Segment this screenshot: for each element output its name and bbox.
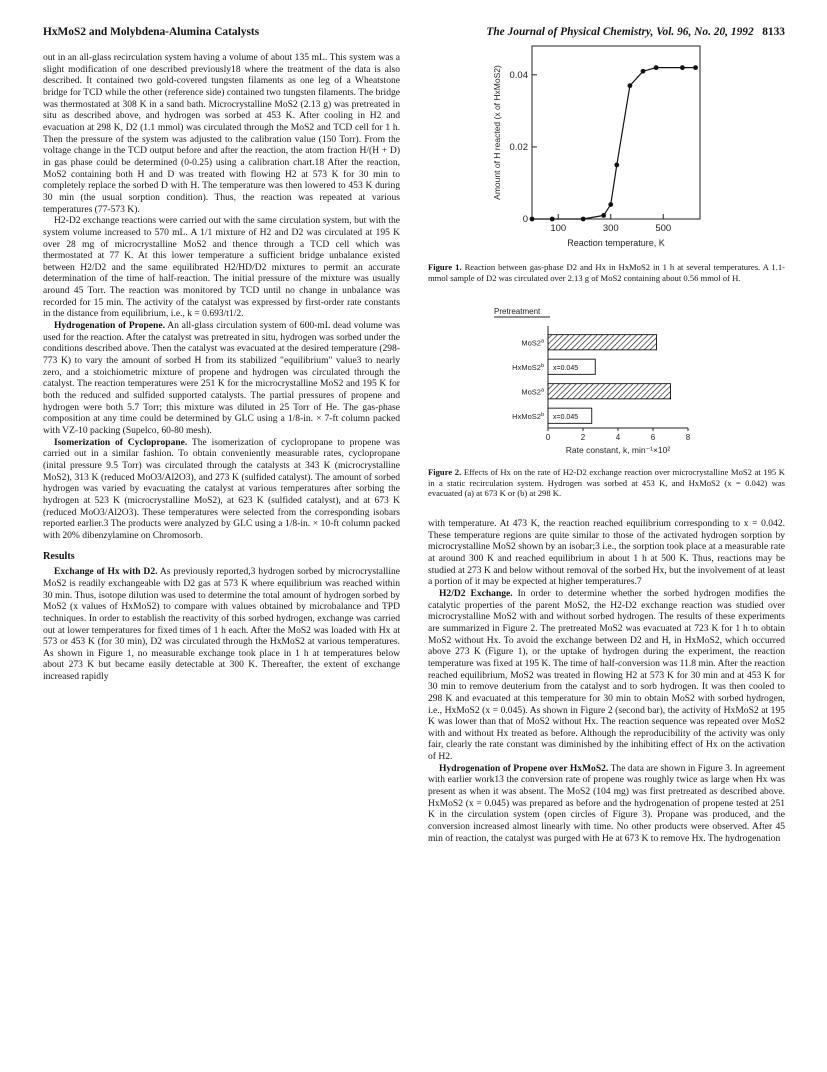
data-point bbox=[641, 69, 646, 74]
run-in-heading: H2/D2 Exchange. bbox=[439, 587, 513, 599]
x-tick-label: 300 bbox=[602, 223, 619, 234]
paragraph-text: In order to determine whether the sorbed hydrogen modifies the catalytic properties of the parent MoS2, the H2-D2 exchange reaction was studied over microcrystalline MoS2 with and without sorbed hydrogen. The results of these experiments are summarized in Figure 2. The pretreated MoS2 was evacuated at 723 K for 1 h to obtain MoS2 without Hx. To avoid the exchange between D2 and H, in HxMoS2, which occurred above 273 K (Figure 1), or the uptake of hydrogen during the experiment, the reaction temperature was fixed at 195 K. The time of half-conversion was 11.8 min. After the reaction reached equilibrium, MoS2 was treated in flowing H2 at 573 K for 30 min and at 453 K for 30 min to remove deuterium from the catalyst and to sorb hydrogen. It was then cooled to 298 K and evacuated at this temperature for 30 min to obtain MoS2 with sorbed hydrogen, i.e., HxMoS2 (x = 0.045). As shown in Figure 2 (second bar), the activity of HxMoS2 at 195 K was lower than that of MoS2 without Hx. The reaction sequence was repeated over MoS2 with and without Hx treated as before. Although the reproducibility of the activity was only fair, clearly the rate constant was diminished by the inhibiting effect of Hx on the activation of H2. bbox=[428, 587, 785, 763]
journal-name: The Journal of Physical Chemistry, Vol. 96, No. 20, 1992 bbox=[486, 26, 754, 38]
bar bbox=[548, 335, 657, 350]
data-point bbox=[628, 83, 633, 88]
bar-label: MoS2$^a$ bbox=[521, 338, 544, 348]
left-column bbox=[43, 52, 400, 1052]
section-heading: Results bbox=[43, 550, 75, 562]
bar-label: HxMoS2$^b$ bbox=[512, 411, 544, 421]
data-point bbox=[530, 217, 535, 222]
run-in-heading: Exchange of Hx with D2. bbox=[54, 566, 158, 578]
run-in-heading: Hydrogenation of Propene. bbox=[54, 320, 165, 332]
pretreatment-label: Pretreatment bbox=[494, 307, 541, 316]
paragraph: H2-D2 exchange reactions were carried out with the same circulation system, but with the system volume increased to 570 mL. A 1/1 mixture of H2 and D2 was circulated at 195 K over 28 mg of microcrystalline MoS2 and thence through a TCD cell which was thermostated at 77 K. At this lower temperature a sufficient bridge unbalance existed between H2/D2 and the same equilibrated H2/HD/D2 mixtures to permit an accurate determination of the time of half-reaction. The initial pressure of the mixture was usually around 45 Torr. The reaction was monitored by TCD until no change in unbalance was recorded for 15 min. The activity of the catalyst was expressed by first-order rate constants in the distance from equilibrium, i.e., k = 0.693/t1/2. bbox=[43, 215, 400, 320]
paragraph bbox=[43, 320, 400, 437]
data-point bbox=[693, 65, 698, 70]
bar-label: MoS2$^a$ bbox=[521, 387, 544, 397]
data-point bbox=[680, 65, 685, 70]
y-tick-label: 0 bbox=[522, 214, 528, 225]
paragraph bbox=[43, 566, 400, 683]
caption-label: Figure 1. bbox=[428, 262, 462, 272]
plot-frame bbox=[532, 46, 700, 219]
x-tick-label: 8 bbox=[685, 433, 691, 442]
bar-label-note: a bbox=[540, 338, 544, 345]
bar-label-note: b bbox=[540, 411, 544, 418]
paragraph: out in an all-glass recirculation system having a volume of about 135 mL. This system was a slight modification of one described previously18 where the treatment of the data is also described. It contained two gold-covered tungsten filaments as one leg of a Wheatstone bridge for TCD while the other (reference side) contained two tungsten filaments. The bridge was thermostated at 308 K in a sand bath. Microcrystalline MoS2 (2.13 g) was pretreated in situ as described above, and hydrogen was sorbed at 453 K. After cooling in H2 and evacuation at 298 K, D2 (1.1 mmol) was circulated through the MoS2 and TCD cell for 1 h. Then the pressure of the system was adjusted to the calibration value (150 Torr). From the voltage change in the TCD output before and after the reaction, the atom fraction H/(H + D) in gas phase could be determined (0-0.25) using a calibration chart.18 After the reaction, MoS2 containing both H and D was treated with flowing H2 at 573 K for 30 min to completely replace the sorbed D with H. The temperature was then lowered to 453 K during 30 min (the usual sorption condition). Thus, the reaction was repeated at various temperatures (77-573 K). bbox=[43, 52, 400, 215]
run-in-heading: Isomerization of Cyclopropane. bbox=[54, 436, 188, 448]
data-point bbox=[608, 202, 613, 207]
y-tick-label: 0.04 bbox=[509, 69, 528, 81]
figure-1-caption bbox=[428, 262, 785, 283]
y-tick-label: 0.02 bbox=[509, 141, 528, 153]
paragraph-text: The isomerization of cyclopropane to propene was carried out in a similar fashion. To obtain conveniently measurable rates, cyclopropane (inital pressure 9.5 Torr) was circulated through the catalysts at 343 K (microcrystalline MoS2), 313 K (reduced MoO3/Al2O3), and 273 K (sulfided catalyst). The amount of sorbed hydrogen was varied by evacuating the catalyst at various temperatures after sorbing the hydrogen at 523 K (microcrystalline MoS2), at 623 K (sulfided catalyst), and at 673 K (reduced MoO3/Al2O3). These temperatures were selected from the corresponding isobars reported earlier.3 The products were analyzed by GLC using a 1/8-in. × 10-ft column packed with 20% dibenzylamine on Chromosorb. bbox=[43, 436, 400, 541]
x-tick-label: 0 bbox=[545, 433, 551, 442]
x-axis-label: Reaction temperature, K bbox=[567, 238, 665, 248]
figure-2 bbox=[490, 300, 720, 460]
paragraph-text: As previously reported,3 hydrogen sorbed by microcrystalline MoS2 is readily exchangeable with D2 gas at 573 K where equilibrium was reached within 30 min. Thus, isotope dilution was used to determine the total amount of hydrogen sorbed by MoS2 (x values of HxMoS2) to compare with values obtained by microbalance and TPD techniques. In order to establish the reactivity of this sorbed hydrogen, exchange was carried out at lower temperatures for fixed times of 1 h each. After the MoS2 was loaded with Hx at 573 or 453 K (for 30 min), D2 was circulated through the HxMoS2 at various temperatures. As shown in Figure 1, no measurable exchange took place in 1 h at temperatures below about 273 K but became easily detectable at 300 K. Thereafter, the extent of exchange increased rapidly bbox=[43, 566, 400, 683]
y-axis-label: Amount of H reacted (x of HxMoS2) bbox=[492, 65, 502, 200]
x-tick-label: 4 bbox=[615, 433, 621, 442]
data-point bbox=[550, 217, 555, 222]
caption-text: Reaction between gas-phase D2 and Hx in HxMoS2 in 1 h at several temperatures. A 1.1-mmol sample of D2 was circulated over 2.13 g of MoS2 containing about 0.56 mmol of H. bbox=[428, 262, 785, 283]
bar-label-note: b bbox=[540, 362, 544, 369]
bar-label: HxMoS2$^b$ bbox=[512, 362, 544, 372]
bar-label-note: a bbox=[540, 387, 544, 394]
paragraph bbox=[428, 763, 785, 845]
bar-annotation: x=0.045 bbox=[553, 413, 579, 421]
figure-2-caption bbox=[428, 467, 785, 499]
figure-1 bbox=[470, 32, 710, 262]
paragraph-text: The data are shown in Figure 3. In agreement with earlier work13 the conversion rate of propene was roughly twice as large when Hx was present as when it was absent. The MoS2 (104 mg) was first pretreated as described above. HxMoS2 (x = 0.045) was prepared as before and the hydrogenation of propene tested at 251 K in the circulation system (open circles of Figure 3). Propane was produced, and the conversion increased almost linearly with time. No other products were observed. After 45 min of reaction, the catalyst was purged with He at 673 K to remove Hx. The hydrogenation bbox=[428, 762, 785, 844]
caption-text: Effects of Hx on the rate of H2-D2 exchange reaction over microcrystalline MoS2 at 195 K in a static recirculation system. Hydrogen was sorbed at 453 K, and HxMoS2 (x = 0.042) was evacuated (a) at 673 K or (b) at 298 K. bbox=[428, 467, 786, 499]
bar-annotation: x=0.045 bbox=[553, 364, 579, 372]
figure-2-plot bbox=[490, 300, 720, 460]
paragraph bbox=[428, 588, 785, 763]
data-point bbox=[581, 217, 586, 222]
data-point bbox=[654, 65, 659, 70]
figure-1-plot bbox=[470, 32, 710, 262]
running-head: HxMoS2 and Molybdena-Alumina Catalysts bbox=[43, 26, 260, 38]
page-number: 8133 bbox=[762, 26, 785, 38]
x-tick-label: 100 bbox=[550, 223, 567, 234]
bar bbox=[548, 384, 671, 399]
right-column bbox=[428, 518, 785, 1063]
x-tick-label: 500 bbox=[655, 223, 672, 234]
paragraph-text: An all-glass circulation system of 600-mL dead volume was used for the reaction. After the catalyst was pretreated in situ, hydrogen was sorbed under the conditions described above. Then the catalyst was evacuated at the desired temperature (298-773 K) to vary the amount of sorbed H from its stabilized "equilibrium" value3 to nearly zero, and a stoichiometric mixture of propene and hydrogen was circulated through the catalyst. The reaction temperatures were 251 K for the microcrystalline MoS2 and 195 K for both the reduced and sulfided supported catalysts. The partial pressures of propene and hydrogen were both 5.7 Torr; this mixture was diluted in 25 Torr of He. The gas-phase composition at any time could be determined by GLC using a 1/8-in. × 7-ft column packed with VZ-10 packing (Supelco, 60-80 mesh). bbox=[43, 320, 400, 436]
x-tick-label: 6 bbox=[650, 433, 656, 442]
run-in-heading: Hydrogenation of Propene over HxMoS2. bbox=[439, 762, 609, 774]
data-point bbox=[614, 163, 619, 168]
x-axis-label: Rate constant, k, min⁻¹×10² bbox=[565, 445, 671, 455]
x-tick-label: 2 bbox=[580, 433, 586, 442]
data-point bbox=[601, 213, 606, 218]
data-line bbox=[532, 68, 696, 219]
caption-label: Figure 2. bbox=[428, 467, 462, 477]
paragraph bbox=[43, 437, 400, 542]
paragraph: with temperature. At 473 K, the reaction reached equilibrium corresponding to x = 0.042. These temperature regions are quite similar to those of the activated hydrogen sorption by microcrystalline MoS2 shown by an isobar;3 i.e., the sorption took place at a measurable rate at around 300 K and reached equilibrium in about 1 h at 500 K. Thus, reactions may be studied at 273 K and below without removal of the sorbed Hx, but the involvement of at least a portion of it may be expected at higher temperatures.7 bbox=[428, 518, 785, 588]
